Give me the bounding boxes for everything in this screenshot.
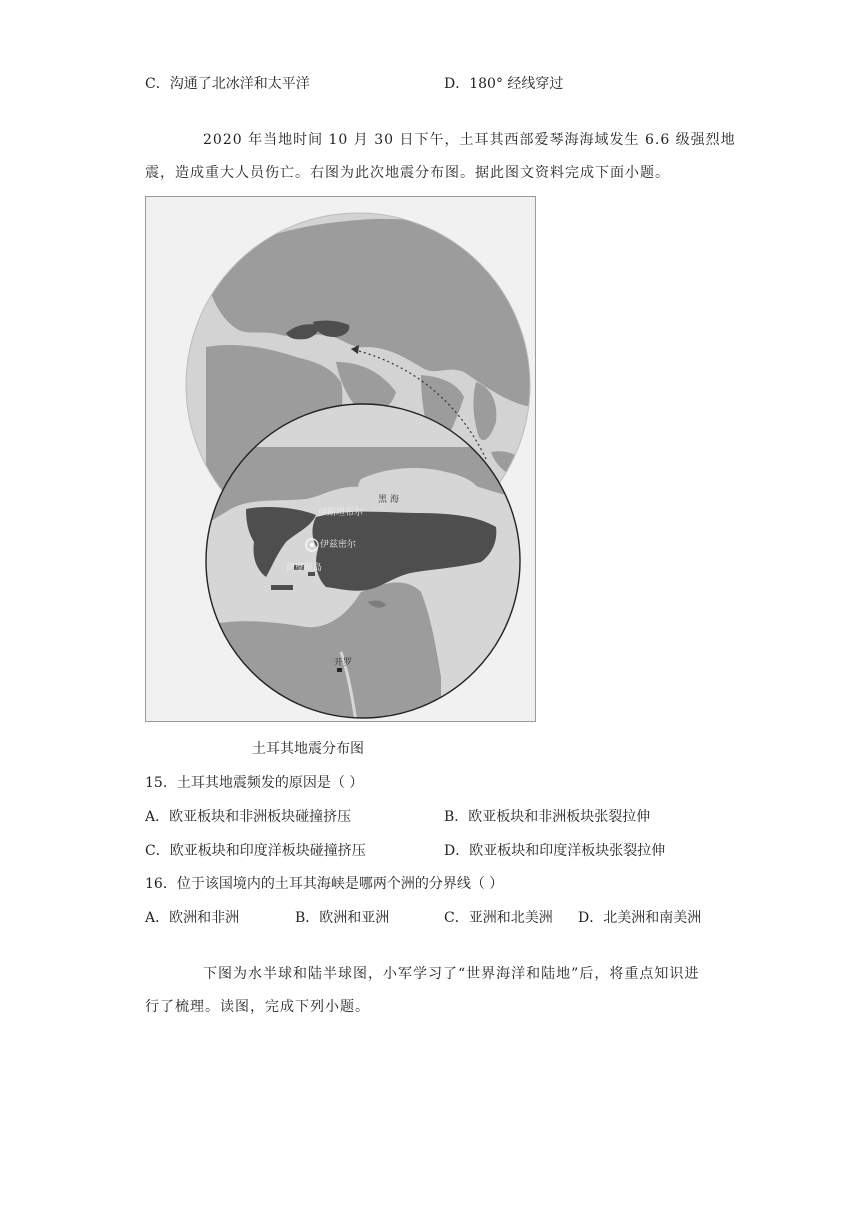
label-black-sea: 黑 海 xyxy=(378,495,399,505)
option-d-top: D．180° 经线穿过 xyxy=(444,76,564,92)
label-samos: 萨摩斯岛 xyxy=(286,563,323,573)
label-istanbul: 伊斯坦布尔 xyxy=(318,508,364,518)
q16-stem: 16．位于该国境内的土耳其海峡是哪两个洲的分界线（ ） xyxy=(145,876,504,892)
q15-stem: 15．土耳其地震频发的原因是（ ） xyxy=(145,775,364,791)
label-izmir: 伊兹密尔 xyxy=(320,540,357,550)
q16-option-b[interactable]: B．欧洲和亚洲 xyxy=(295,910,390,926)
intro-line-1: 2020 年当地时间 10 月 30 日下午，土耳其西部爱琴海海域发生 6.6 级强烈地 xyxy=(203,132,736,148)
option-c-top: C．沟通了北冰洋和太平洋 xyxy=(145,76,310,92)
outro-line-2: 行了梳理。读图，完成下列小题。 xyxy=(145,999,370,1015)
outro-line-1: 下图为水半球和陆半球图，小军学习了“世界海洋和陆地”后，将重点知识进 xyxy=(203,966,700,982)
q15-option-a[interactable]: A．欧亚板块和非洲板块碰撞挤压 xyxy=(145,809,352,825)
intro-line-2: 震，造成重大人员伤亡。右图为此次地震分布图。据此图文资料完成下面小题。 xyxy=(145,165,670,181)
q16-option-d[interactable]: D．北美洲和南美洲 xyxy=(578,910,702,926)
map-illustration xyxy=(146,197,535,721)
turkey-earthquake-map xyxy=(145,196,536,722)
map-caption: 土耳其地震分布图 xyxy=(252,741,364,757)
q16-option-c[interactable]: C．亚洲和北美洲 xyxy=(444,910,553,926)
q15-option-b[interactable]: B．欧亚板块和非洲板块张裂拉伸 xyxy=(444,809,651,825)
q15-option-c[interactable]: C．欧亚板块和印度洋板块碰撞挤压 xyxy=(145,843,366,859)
q16-option-a[interactable]: A．欧洲和非洲 xyxy=(145,910,240,926)
q15-option-d[interactable]: D．欧亚板块和印度洋板块张裂拉伸 xyxy=(444,843,666,859)
label-cairo: 开罗 xyxy=(334,658,353,668)
